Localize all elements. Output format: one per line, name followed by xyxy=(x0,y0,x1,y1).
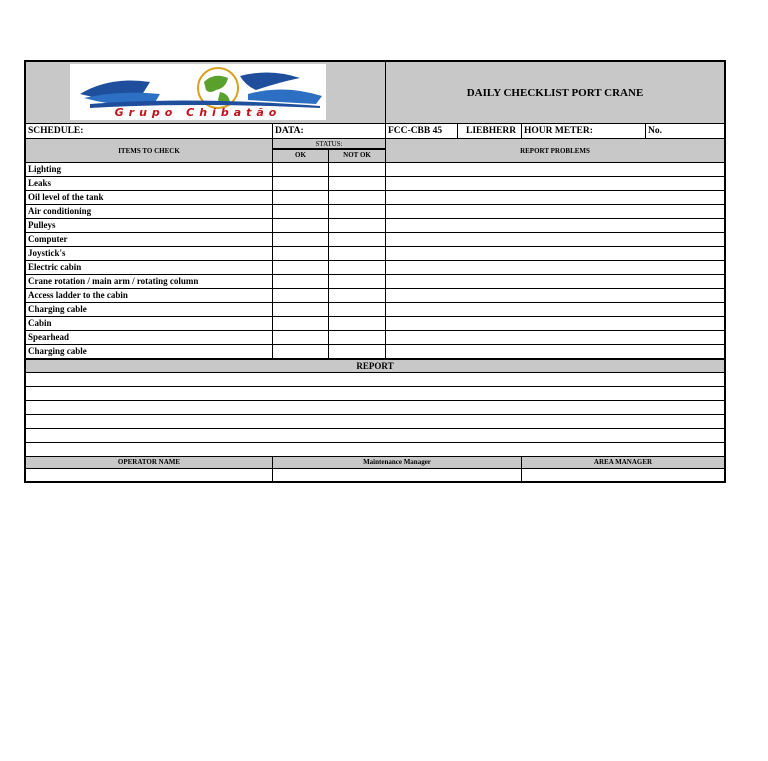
ok-cell[interactable] xyxy=(273,177,329,190)
item-label: Oil level of the tank xyxy=(26,191,273,204)
check-item-row xyxy=(26,303,724,317)
problem-cell[interactable] xyxy=(386,177,724,190)
ok-cell[interactable] xyxy=(273,247,329,260)
problem-cell[interactable] xyxy=(386,303,724,316)
not-ok-cell[interactable] xyxy=(329,303,386,316)
problem-cell[interactable] xyxy=(386,317,724,330)
problem-cell[interactable] xyxy=(386,247,724,260)
problem-cell[interactable] xyxy=(386,345,724,358)
equipment-code: FCC-CBB 45 xyxy=(386,124,458,138)
item-label: Joystick's xyxy=(26,247,273,260)
ok-cell[interactable] xyxy=(273,317,329,330)
problem-cell[interactable] xyxy=(386,191,724,204)
form-title: DAILY CHECKLIST PORT CRANE xyxy=(386,62,724,123)
not-ok-cell[interactable] xyxy=(329,205,386,218)
ok-cell[interactable] xyxy=(273,233,329,246)
check-item-row xyxy=(26,205,724,219)
area-manager-signature-field[interactable] xyxy=(522,469,724,481)
report-line[interactable] xyxy=(26,429,724,443)
equipment-brand: LIEBHERR xyxy=(458,124,522,138)
not-ok-cell[interactable] xyxy=(329,289,386,302)
ok-cell[interactable] xyxy=(273,205,329,218)
check-item-row xyxy=(26,177,724,191)
checklist-form xyxy=(24,60,726,483)
not-ok-cell[interactable] xyxy=(329,261,386,274)
items-header xyxy=(26,139,724,163)
ok-cell[interactable] xyxy=(273,219,329,232)
report-header: REPORT xyxy=(26,359,724,373)
info-row xyxy=(26,124,724,139)
ok-cell[interactable] xyxy=(273,331,329,344)
not-ok-cell[interactable] xyxy=(329,275,386,288)
report-problems-header: REPORT PROBLEMS xyxy=(520,146,590,155)
ok-cell[interactable] xyxy=(273,191,329,204)
ok-header: OK xyxy=(273,150,329,162)
status-header xyxy=(273,139,386,162)
not-ok-cell[interactable] xyxy=(329,163,386,176)
check-item-row xyxy=(26,233,724,247)
problem-cell[interactable] xyxy=(386,219,724,232)
item-label: Air conditioning xyxy=(26,205,273,218)
check-item-row xyxy=(26,191,724,205)
check-item-row xyxy=(26,317,724,331)
not-ok-cell[interactable] xyxy=(329,233,386,246)
schedule-field[interactable]: SCHEDULE: xyxy=(26,124,273,138)
number-field[interactable]: No. xyxy=(648,126,662,136)
report-line[interactable] xyxy=(26,415,724,429)
not-ok-cell[interactable] xyxy=(329,317,386,330)
item-label: Cabin xyxy=(26,317,273,330)
report-line[interactable] xyxy=(26,401,724,415)
ok-cell[interactable] xyxy=(273,289,329,302)
check-item-row xyxy=(26,219,724,233)
item-label: Leaks xyxy=(26,177,273,190)
ok-cell[interactable] xyxy=(273,345,329,358)
date-field[interactable]: DATA: xyxy=(273,124,386,138)
item-label: Charging cable xyxy=(26,345,273,358)
item-label: Crane rotation / main arm / rotating column xyxy=(26,275,273,288)
item-label: Pulleys xyxy=(26,219,273,232)
check-item-row xyxy=(26,331,724,345)
not-ok-cell[interactable] xyxy=(329,219,386,232)
report-line[interactable] xyxy=(26,387,724,401)
problem-cell[interactable] xyxy=(386,331,724,344)
not-ok-header: NOT OK xyxy=(343,151,371,159)
form-header xyxy=(26,62,724,124)
check-item-row xyxy=(26,289,724,303)
hour-meter-field[interactable]: HOUR METER: xyxy=(522,124,646,138)
operator-name-label: OPERATOR NAME xyxy=(26,457,273,468)
item-label: Electric cabin xyxy=(26,261,273,274)
not-ok-cell[interactable] xyxy=(329,191,386,204)
check-item-row xyxy=(26,163,724,177)
problem-cell[interactable] xyxy=(386,275,724,288)
check-item-row xyxy=(26,261,724,275)
area-manager-label: AREA MANAGER xyxy=(593,458,653,466)
signature-row xyxy=(26,469,724,481)
maintenance-signature-field[interactable] xyxy=(273,469,522,481)
report-line[interactable] xyxy=(26,443,724,457)
signature-header xyxy=(26,457,724,469)
items-to-check-header: ITEMS TO CHECK xyxy=(26,139,273,162)
logo-cell xyxy=(26,62,386,123)
problem-cell[interactable] xyxy=(386,289,724,302)
items-list xyxy=(26,163,724,359)
item-label: Lighting xyxy=(26,163,273,176)
maintenance-manager-label: Maintenance Manager xyxy=(273,457,522,468)
check-item-row xyxy=(26,345,724,359)
not-ok-cell[interactable] xyxy=(329,345,386,358)
problem-cell[interactable] xyxy=(386,261,724,274)
problem-cell[interactable] xyxy=(386,233,724,246)
item-label: Charging cable xyxy=(26,303,273,316)
company-logo xyxy=(70,64,326,120)
ok-cell[interactable] xyxy=(273,163,329,176)
problem-cell[interactable] xyxy=(386,163,724,176)
item-label: Computer xyxy=(26,233,273,246)
check-item-row xyxy=(26,275,724,289)
ok-cell[interactable] xyxy=(273,261,329,274)
not-ok-cell[interactable] xyxy=(329,331,386,344)
problem-cell[interactable] xyxy=(386,205,724,218)
item-label: Spearhead xyxy=(26,331,273,344)
ok-cell[interactable] xyxy=(273,303,329,316)
ok-cell[interactable] xyxy=(273,275,329,288)
check-item-row xyxy=(26,247,724,261)
item-label: Access ladder to the cabin xyxy=(26,289,273,302)
operator-signature-field[interactable] xyxy=(26,469,273,481)
not-ok-cell[interactable] xyxy=(329,177,386,190)
logo-text: Grupo Chibatão xyxy=(114,106,282,119)
status-label: STATUS: xyxy=(273,139,385,150)
report-line[interactable] xyxy=(26,373,724,387)
not-ok-cell[interactable] xyxy=(329,247,386,260)
